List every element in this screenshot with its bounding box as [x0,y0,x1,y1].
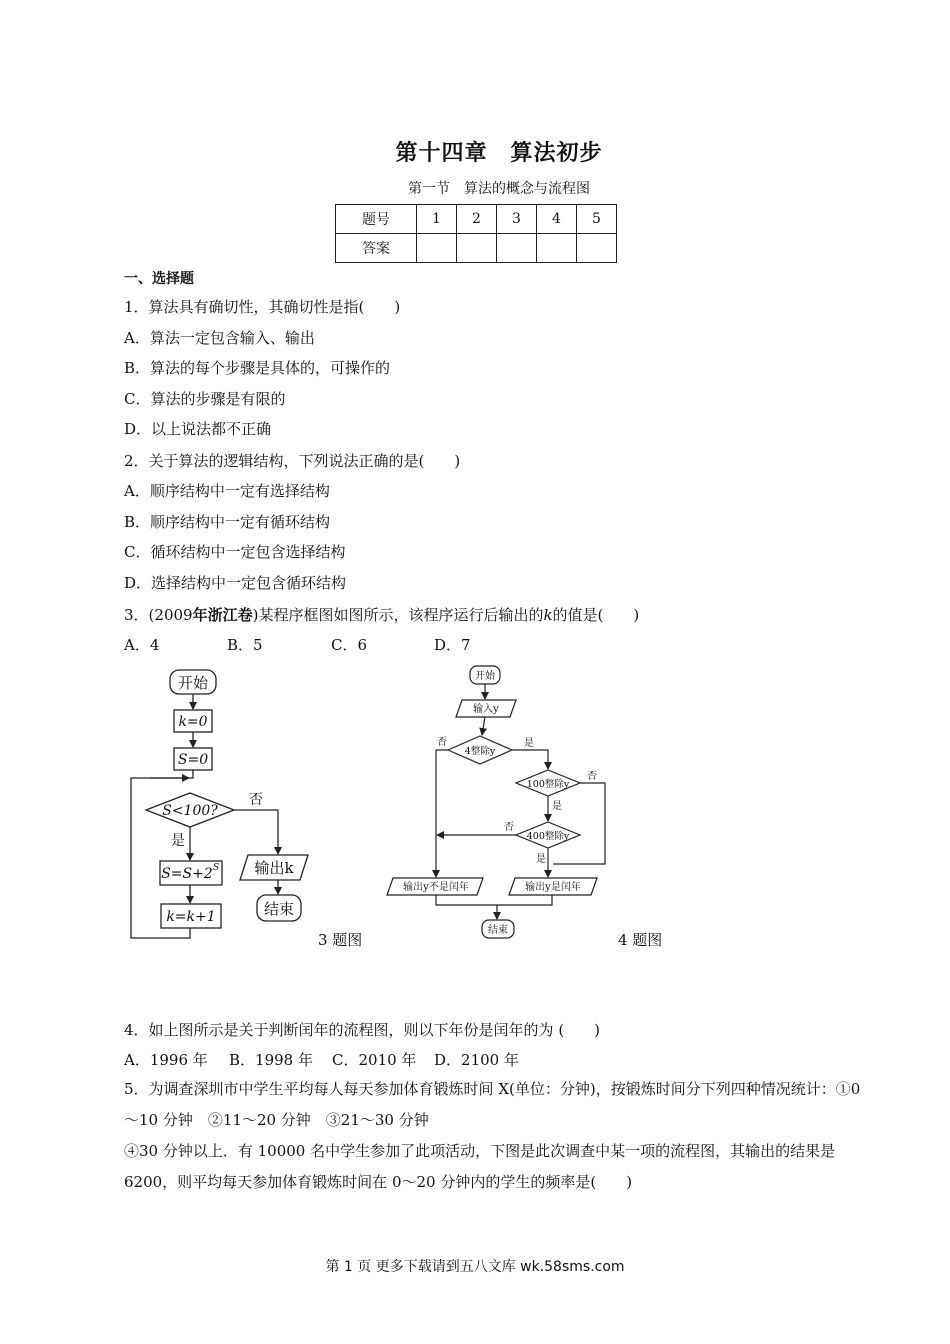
fig3-no-label: 否 [249,792,263,808]
page-footer: 第 1 页 更多下载请到五八文库 wk.58sms.com [325,1259,625,1275]
q3-stem-prefix: 3．(2009 [124,606,193,624]
fig4-cond1-yes-label: 是 [524,738,534,749]
fig4-cond3-label: 400整除y [526,831,570,842]
q2-stem: 2．关于算法的逻辑结构，下列说法正确的是( ) [124,452,461,470]
fig3-caption: 3 题图 [318,931,363,949]
fig3-yes-label: 是 [171,833,185,849]
fig3-condition-label: S<100? [162,803,218,819]
q3-option-a: A．4 [124,636,160,654]
fig3-update-s-label: S=S+2 [161,866,213,882]
q2-option-b: B．顺序结构中一定有循环结构 [124,513,331,531]
answer-table-number: 1 [417,205,457,234]
q4-option-a: A．1996 年 [124,1051,208,1069]
q1-option-b: B．算法的每个步骤是具体的，可操作的 [124,359,391,377]
q3-option-d: D．7 [434,636,471,654]
q3-option-b: B．5 [227,636,263,654]
answer-table-number: 4 [537,205,577,234]
fig4-caption: 4 题图 [618,931,663,949]
answer-table-number: 3 [497,205,537,234]
answer-table-header-label: 题号 [336,205,417,234]
q4-option-c: C．2010 年 [332,1051,417,1069]
q3-stem-end: 的值是( ) [552,606,640,624]
fig3-start-label: 开始 [177,674,209,692]
q3-source: 年浙江卷 [192,606,253,624]
q5-paragraph-1: 5．为调查深圳市中学生平均每人每天参加体育锻炼时间 X(单位：分钟)，按锻炼时间分下列四种情况统计：①0～10 分钟 ②11～20 分钟 ③21～30 分钟 [124,1080,861,1129]
fig4-cond2-no-label: 否 [587,771,597,782]
fig4-start-label: 开始 [475,671,495,682]
fig4-input-label: 输入y [473,704,499,715]
fig3-init-k-label: k=0 [178,714,208,730]
fig3-output-label: 输出k [254,859,294,877]
answer-table-answer-label: 答案 [336,234,417,263]
q2-option-d: D．选择结构中一定包含循环结构 [124,574,347,592]
q3-stem-body: )某程序框图如图所示，该程序运行后输出的 [252,606,544,624]
fig4-cond1-label: 4整除y [464,746,496,757]
q2-option-a: A．顺序结构中一定有选择结构 [124,482,330,500]
q1-option-c: C．算法的步骤是有限的 [124,390,286,408]
q3-option-c: C．6 [331,636,368,654]
fig4-cond1-no-label: 否 [437,737,447,748]
fig4-cond2-yes-label: 是 [552,801,562,812]
q3-variable: k [543,606,553,624]
fig4-end-label: 结束 [488,925,508,936]
answer-table-number: 5 [577,205,617,234]
fig4-cond3-yes-label: 是 [536,854,546,865]
fig4-cond3-no-label: 否 [504,822,514,833]
section-heading: 一、选择题 [124,271,194,287]
fig3-init-s-label: S=0 [177,752,209,768]
fig4-out-not-label: 输出y不是闰年 [403,882,469,893]
q4-option-b: B．1998 年 [229,1051,313,1069]
q1-option-d: D．以上说法都不正确 [124,420,272,438]
fig3-end-label: 结束 [263,900,295,918]
q2-option-c: C．循环结构中一定包含选择结构 [124,543,346,561]
q1-option-a: A．算法一定包含输入、输出 [124,329,315,347]
fig4-out-is-label: 输出y是闰年 [525,882,581,893]
fig3-update-s-exponent: S [213,863,220,873]
fig4-cond2-label: 100整除y [526,779,570,790]
page-title: 第十四章 算法初步 [395,140,603,166]
answer-table-number: 2 [457,205,497,234]
fig3-update-k-label: k=k+1 [166,909,216,925]
q4-option-d: D．2100 年 [434,1051,519,1069]
q5-paragraph-2: ④30 分钟以上．有 10000 名中学生参加了此项活动，下图是此次调查中某一项的流程图，其输出的结果是 6200，则平均每天参加体育锻炼时间在 0～20 分钟内的学生的频率是( ) [124,1142,836,1191]
q4-stem: 4．如上图所示是关于判断闰年的流程图，则以下年份是闰年的为 ( ) [124,1021,601,1039]
section-subtitle: 第一节 算法的概念与流程图 [408,181,590,197]
q1-stem: 1．算法具有确切性，其确切性是指( ) [124,298,401,316]
